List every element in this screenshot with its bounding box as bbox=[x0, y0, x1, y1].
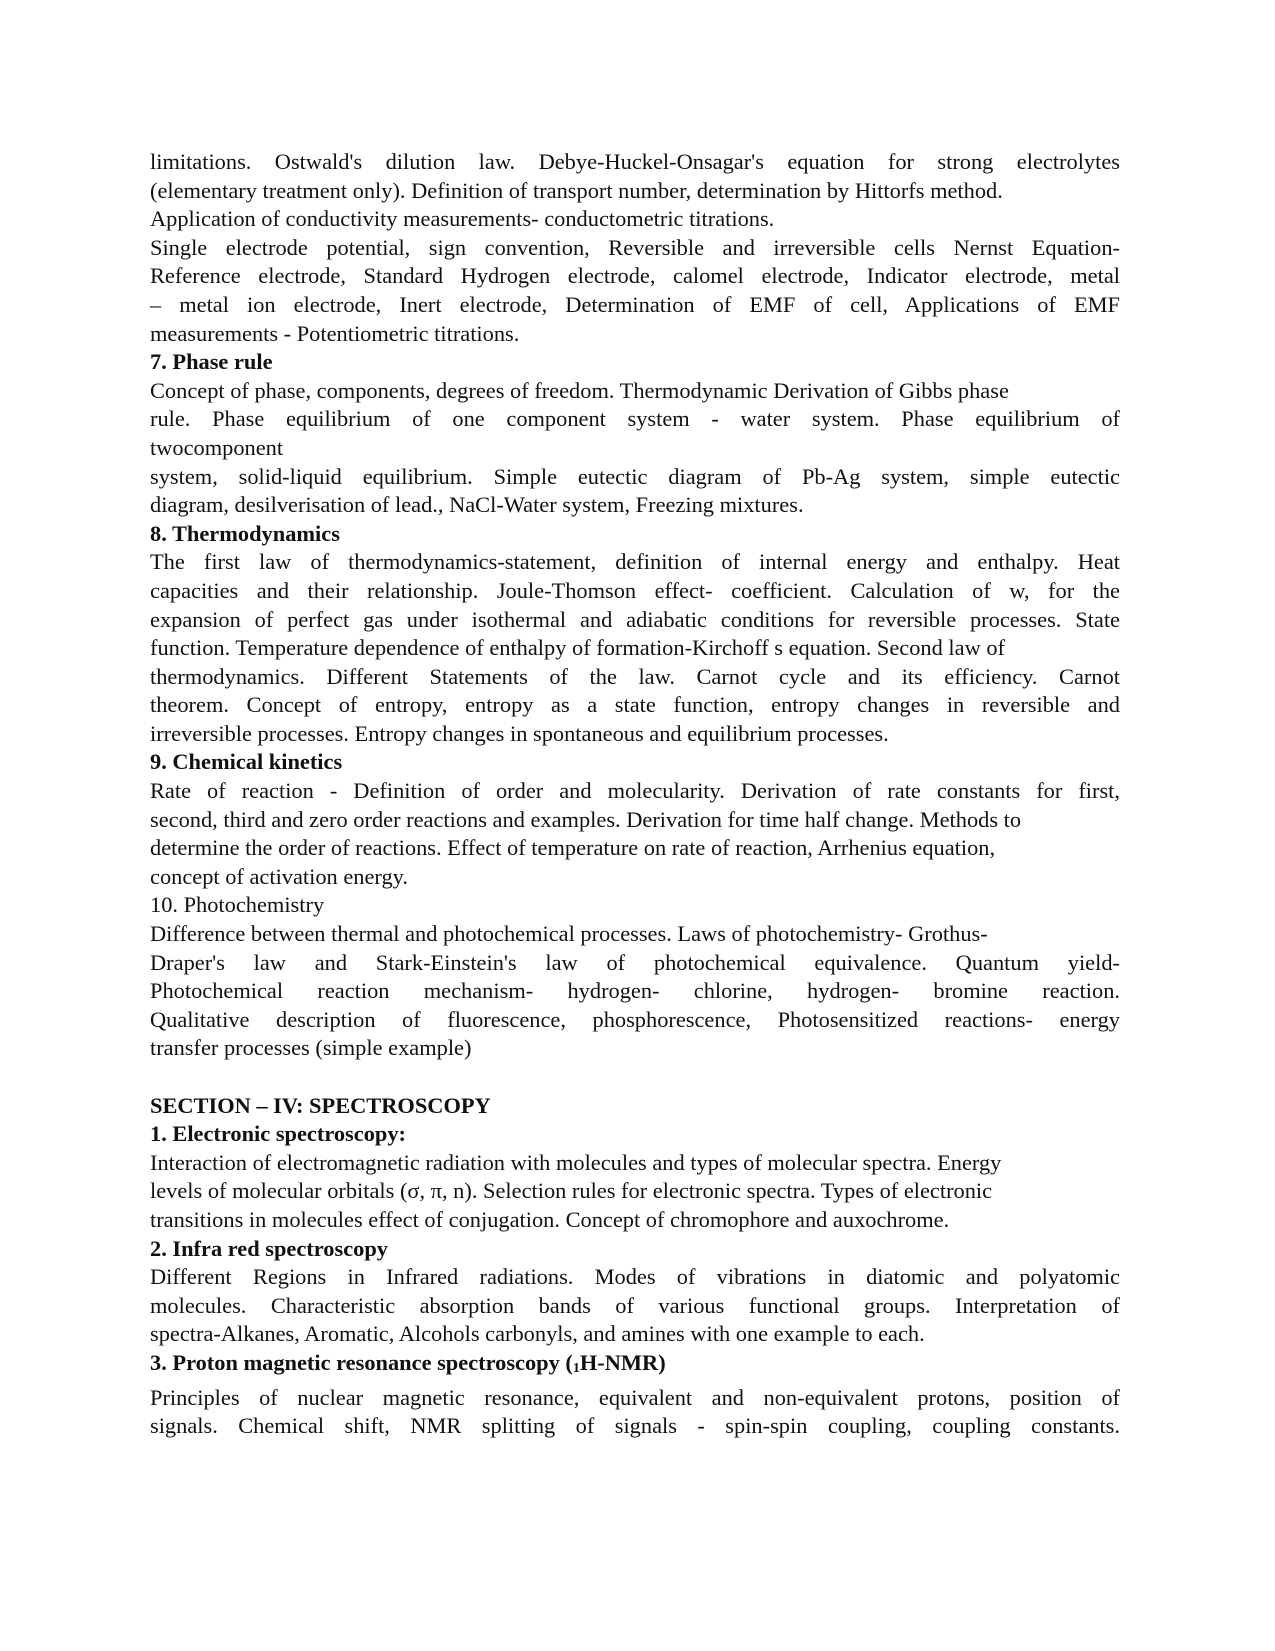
infrared-spectroscopy-section bbox=[150, 1235, 1120, 1349]
text-line: – metal ion electrode, Inert electrode, Determination of EMF of cell, Applications of EMF bbox=[150, 291, 1120, 317]
heading-text: 3. Proton magnetic resonance spectroscopy ( bbox=[150, 1349, 573, 1375]
text-line: function. Temperature dependence of enthalpy of formation-Kirchoff s equation. Second law of bbox=[150, 635, 1005, 661]
nmr-spectroscopy-section bbox=[150, 1349, 1120, 1441]
section-heading: 10. Photochemistry bbox=[150, 892, 325, 918]
text-line: thermodynamics. Different Statements of the law. Carnot cycle and its efficiency. Carnot bbox=[150, 663, 1120, 689]
text-line: levels of molecular orbitals (σ, π, n). Selection rules for electronic spectra. Types of electronic bbox=[150, 1178, 993, 1204]
phase-rule-section bbox=[150, 348, 1120, 520]
text-line: second, third and zero order reactions and examples. Derivation for time half change. Methods to bbox=[150, 806, 1022, 832]
section-heading: 2. Infra red spectroscopy bbox=[150, 1235, 388, 1261]
thermodynamics-section bbox=[150, 520, 1120, 749]
text-line: theorem. Concept of entropy, entropy as a state function, entropy changes in reversible and bbox=[150, 692, 1120, 718]
text-line: molecules. Characteristic absorption bands of various functional groups. Interpretation of bbox=[150, 1292, 1120, 1318]
paragraph-gap bbox=[150, 1063, 1120, 1092]
chemical-kinetics-section bbox=[150, 748, 1120, 891]
text-line: rule. Phase equilibrium of one component system - water system. Phase equilibrium of bbox=[150, 406, 1120, 432]
part-heading: SECTION – IV: SPECTROSCOPY bbox=[150, 1092, 491, 1118]
text-line: Photochemical reaction mechanism- hydrogen- chlorine, hydrogen- bromine reaction. bbox=[150, 978, 1120, 1004]
section-heading: 8. Thermodynamics bbox=[150, 520, 340, 546]
text-line: concept of activation energy. bbox=[150, 863, 409, 889]
heading-text: H-NMR) bbox=[579, 1349, 666, 1375]
text-line: Interaction of electromagnetic radiation with molecules and types of molecular spectra. Energy bbox=[150, 1149, 1002, 1175]
text-line: capacities and their relationship. Joule-Thomson effect- coefficient. Calculation of w, for the bbox=[150, 577, 1120, 603]
text-line: signals. Chemical shift, NMR splitting of signals - spin-spin coupling, coupling constants. bbox=[150, 1413, 1120, 1439]
text-line: Application of conductivity measurements- conductometric titrations. bbox=[150, 206, 775, 232]
text-line: Concept of phase, components, degrees of freedom. Thermodynamic Derivation of Gibbs phase bbox=[150, 377, 1009, 403]
text-line: Different Regions in Infrared radiations. Modes of vibrations in diatomic and polyatomic bbox=[150, 1264, 1120, 1290]
text-line: Reference electrode, Standard Hydrogen electrode, calomel electrode, Indicator electrode, metal bbox=[150, 263, 1120, 289]
text-line: transitions in molecules effect of conjugation. Concept of chromophore and auxochrome. bbox=[150, 1206, 950, 1232]
text-line: determine the order of reactions. Effect of temperature on rate of reaction, Arrhenius equation, bbox=[150, 835, 996, 861]
text-line: The first law of thermodynamics-statement, definition of internal energy and enthalpy. Heat bbox=[150, 549, 1120, 575]
text-line: Principles of nuclear magnetic resonance, equivalent and non-equivalent protons, position of bbox=[150, 1384, 1120, 1410]
section-heading bbox=[150, 1349, 1120, 1384]
text-line: twocomponent bbox=[150, 434, 284, 460]
continuation-paragraph bbox=[150, 148, 1120, 348]
text-line: transfer processes (simple example) bbox=[150, 1035, 472, 1061]
text-line: Difference between thermal and photochemical processes. Laws of photochemistry- Grothus- bbox=[150, 921, 988, 947]
document-page bbox=[150, 148, 1120, 1441]
electronic-spectroscopy-section bbox=[150, 1120, 1120, 1234]
text-line: Rate of reaction - Definition of order and molecularity. Derivation of rate constants for first, bbox=[150, 778, 1120, 804]
text-line: Qualitative description of fluorescence, phosphorescence, Photosensitized reactions- energy bbox=[150, 1006, 1120, 1032]
section-heading: 7. Phase rule bbox=[150, 349, 273, 375]
section-heading: 1. Electronic spectroscopy: bbox=[150, 1121, 406, 1147]
text-line: limitations. Ostwald's dilution law. Debye-Huckel-Onsagar's equation for strong electrolytes bbox=[150, 149, 1120, 174]
section-heading: 9. Chemical kinetics bbox=[150, 749, 343, 775]
text-line: system, solid-liquid equilibrium. Simple eutectic diagram of Pb-Ag system, simple eutectic bbox=[150, 463, 1120, 489]
text-line: expansion of perfect gas under isothermal and adiabatic conditions for reversible processes. State bbox=[150, 606, 1120, 632]
text-line: diagram, desilverisation of lead., NaCl-Water system, Freezing mixtures. bbox=[150, 492, 804, 518]
text-line: Draper's law and Stark-Einstein's law of photochemical equivalence. Quantum yield- bbox=[150, 949, 1120, 975]
isotope-subscript: 1 bbox=[572, 1360, 580, 1376]
text-line: measurements - Potentiometric titrations. bbox=[150, 320, 520, 346]
text-line: (elementary treatment only). Definition of transport number, determination by Hittorfs method. bbox=[150, 177, 1003, 203]
photochemistry-section bbox=[150, 891, 1120, 1063]
text-line: spectra-Alkanes, Aromatic, Alcohols carbonyls, and amines with one example to each. bbox=[150, 1321, 925, 1347]
text-line: Single electrode potential, sign convention, Reversible and irreversible cells Nernst Equation- bbox=[150, 234, 1120, 260]
text-line: irreversible processes. Entropy changes in spontaneous and equilibrium processes. bbox=[150, 720, 889, 746]
